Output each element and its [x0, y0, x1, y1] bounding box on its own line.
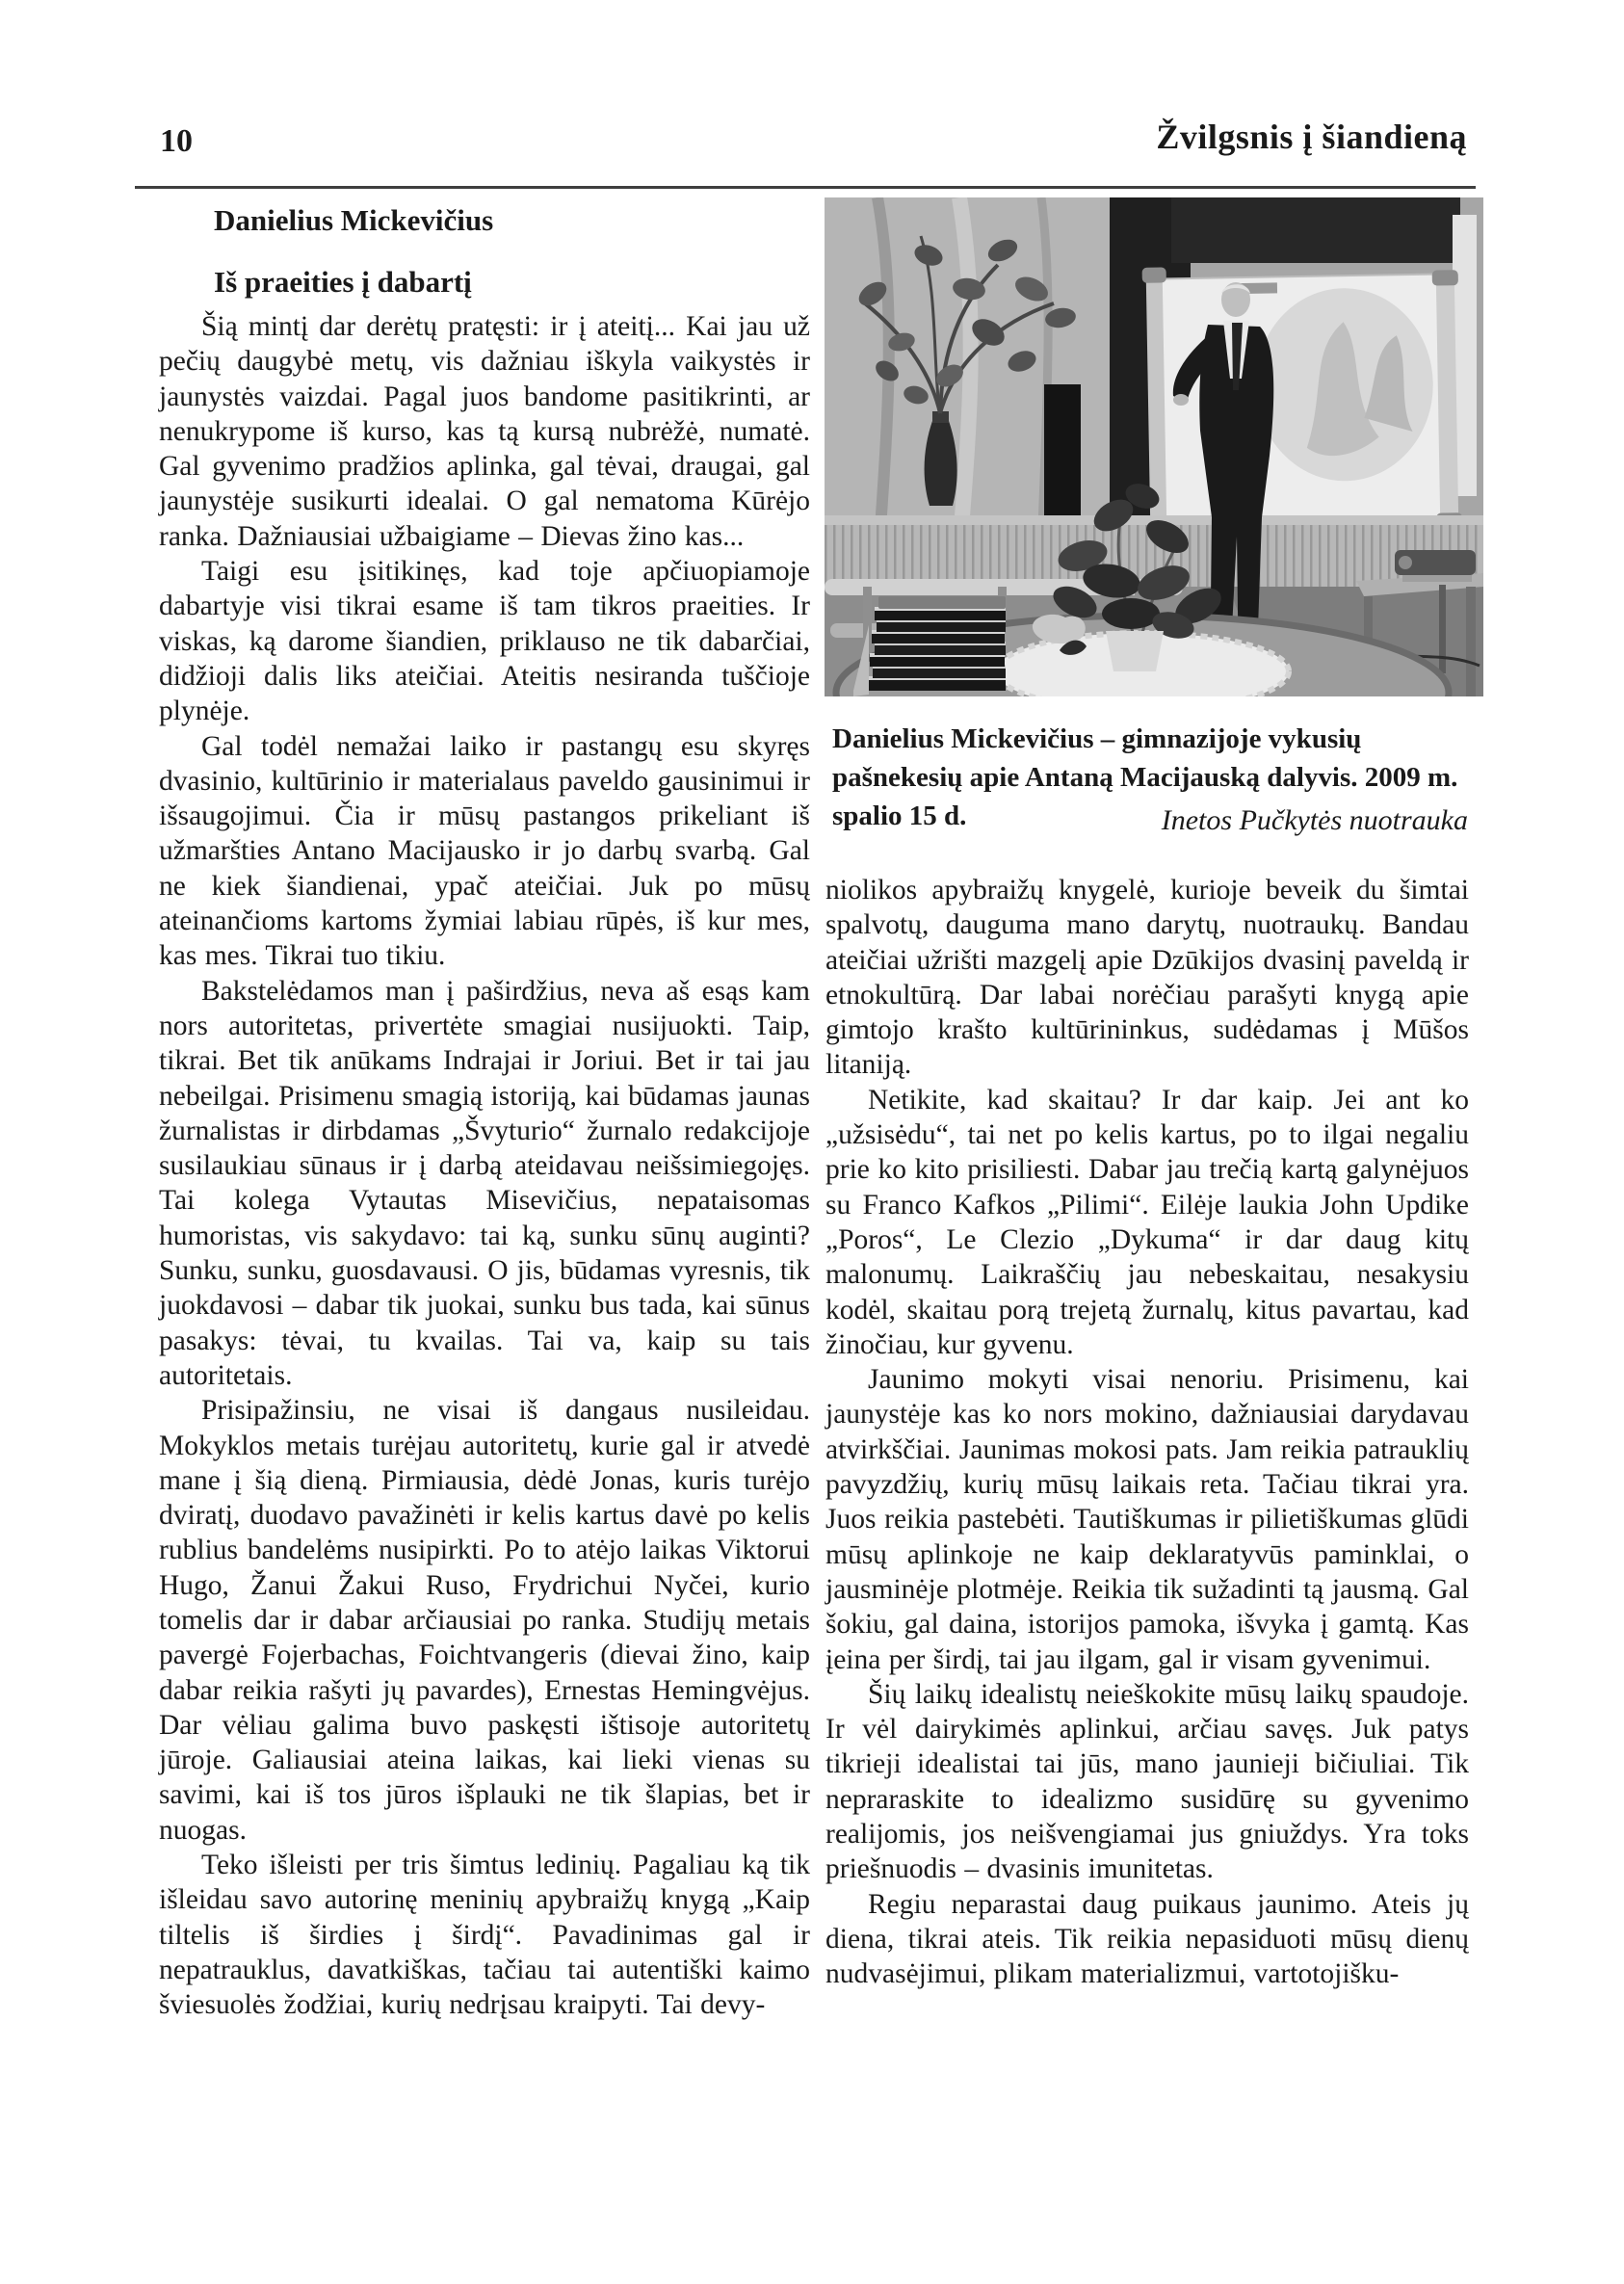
paragraph: Regiu neparastai daug puikaus jaunimo. Ateis jų diena, tikrai ateis. Tik reikia nepasiduoti mūsų dienų nudvasėjimui, plikam materializmui, vartotojišku- [825, 1888, 1469, 1990]
paragraph: Netikite, kad skaitau? Ir dar kaip. Jei ant ko „užsisėdu“, tai net po kelis kartus, po to ilgai negaliu prie ko kito prisiliesti. Dabar jau trečią kartą galynėjuos su Franco Kafkos „Pilimi“. Eilėje laukia John Updike „Poros“, Le Clezio „Dykuma“ ir dar daug kitų malonumų. Laikraščių jau nebeskaitau, nesakysiu kodėl, skaitau porą trejetą žurnalų, kitus pavartau, kad žinočiau, kur gyvenu. [825, 1084, 1469, 1360]
paragraph: Prisipažinsiu, ne visai iš dangaus nusileidau. Mokyklos metais turėjau autoritetų, kurie gal ir atvedė mane į šią dieną. Pirmiausia, dėdė Jonas, kuris turėjo dviratį, duodavo pavažinėti ir kelis kartus davė po kelis rublius bandelėms nusipirkti. Po to atėjo laikas Viktorui Hugo, Žanui Žakui Ruso, Frydrichui Nyčei, kurio tomelis dar ir dabar arčiausiai po ranka. Studijų metais pavergė Fojerbachas, Foichtvangeris (dievai žino, kaip dabar reikia rašyti jų pavardes), Ernestas Hemingvėjus. Dar vėliau galima buvo paskęsti ištisoje autoritetų jūroje. Galiausiai ateina laikas, kai lieki vienas su savimi, kai iš tos jūros išplauki ne tik šlapias, bet ir nuogas. [159, 1395, 810, 1846]
photo-caption: Danielius Mickevičius – gimnazijoje vykusių pašnekesių apie Antaną Macijauską dalyvis. 2009 m. spalio 15 d. [832, 723, 1458, 831]
paragraph: Šią mintį dar derėtų pratęsti: ir į ateitį... Kai jau už pečių daugybė metų, vis dažniau iškyla vaikystės ir jaunystės vaizdai. Pagal juos bandome pasitikrinti, ar nenukrypome iš kurso, kas tą kursą nubrėžė, numatė. Gal gyvenimo pradžios aplinka, gal tėvai, draugai, gal jaunystėje susikurti idealai. O gal nematoma Kūrėjo ranka. Dažniausiai užbaigiame – Dievas žino kas... [159, 311, 810, 552]
paragraph: Jaunimo mokyti visai nenoriu. Prisimenu, kai jaunystėje kas ko nors mokino, dažniausiai darydavau atvirkščiai. Jaunimas mokosi pats. Jam reikia patrauklių pavyzdžių, kurių mūsų laikais reta. Tačiau tikrai yra. Juos reikia pastebėti. Tautiškumas ir pilietiškumas glūdi mūsų aplinkoje ne kaip deklaratyvūs paminklai, o jausminėje plotmėje. Reikia tik sužadinti tą jausmą. Gal šokiu, gal daina, istorijos pamoka, išvyka į gamtą. Kas įeina per širdį, tai jau ilgam, gal ir visam gyvenimui. [825, 1364, 1469, 1675]
header-rule [135, 186, 1476, 189]
paragraph: niolikos apybraižų knygelė, kurioje beveik du šimtai spalvotų, dauguma mano darytų, nuotraukų. Bandau ateičiai užrišti mazgelį apie Dzūkijos dvasinį paveldą ir etnokultūrą. Dar labai norėčiau parašyti knygą apie gimtojo krašto kultūrininkus, sudėdamas į Mūšos litaniją. [825, 875, 1469, 1081]
left-column [159, 309, 810, 2023]
paragraph: Gal todėl nemažai laiko ir pastangų esu skyręs dvasinio, kultūrinio ir materialaus paveldo gausinimui ir išsaugojimui. Čia ir mūsų pastangos prikeliant iš užmaršties Antano Macijausko ir jo darbų svarbą. Gal ne kiek šiandienai, ypač ateičiai. Juk po mūsų ateinančioms kartoms žymiai labiau rūpės, iš kur mes, kas mes. Tikrai tuo tikiu. [159, 730, 810, 972]
paragraph: Teko išleisti per tris šimtus ledinių. Pagaliau ką tik išleidau savo autorinę meninių apybraižų knygą „Kaip tiltelis iš širdies į širdį“. Pavadinimas gal ir nepatrauklus, davatkiškas, tačiau tai autentiški kaimo šviesuolės žodžiai, kurių nedrįsau kraipyti. Tai devy- [159, 1850, 810, 2021]
event-photo [825, 197, 1483, 696]
right-column [825, 873, 1469, 1992]
article-title: Iš praeities į dabartį [214, 265, 472, 299]
paragraph: Taigi esu įsitikinęs, kad toje apčiuopiamoje dabartyje visi tikrai esame iš tam tikros praeities. Ir viskas, ką darome šiandien, priklauso ne tik dabarčiai, didžioji dalis liks ateičiai. Ateitis nesiranda tuščioje plynėje. [159, 556, 810, 727]
page-number: 10 [160, 123, 193, 159]
paragraph: Šių laikų idealistų neieškokite mūsų laikų spaudoje. Ir vėl dairykimės aplinkui, arčiau savęs. Juk patys tikrieji idealistai tai jūs, mano jaunieji bičiuliai. Tik nepraraskite to idealizmo susidūrę su gyvenimo realijomis, jos neišvengiamai jus gniuždys. Yra toks priešnuodis – dvasinis imunitetas. [825, 1678, 1469, 1885]
event-photo-illustration [825, 197, 1483, 696]
running-title: Žvilgsnis į šiandieną [1156, 118, 1467, 156]
article-author: Danielius Mickevičius [214, 203, 494, 237]
paragraph: Bakstelėdamos man į paširdžius, neva aš esąs kam nors autoritetas, privertėte smagiai nusijuokti. Taip, tikrai. Bet tik anūkams Indrajai ir Joriui. Bet ir tai jau nebeilgai. Prisimenu smagią istoriją, kai būdamas jaunas žurnalistas ir dirbdamas „Švyturio“ žurnalo redakcijoje susilaukiau sūnaus ir į darbą ateidavau neišsimiegojęs. Tai kolega Vytautas Misevičius, nepataisomas humoristas, vis sakydavo: tai ką, sunku sūnų auginti? Sunku, sunku, guosdavausi. O jis, būdamas vyresnis, tik juokdavosi – dabar tik juokai, sunku bus tada, kai sūnus pasakys: tėvai, tu kvailas. Tai va, kaip su tais autoritetais. [159, 975, 810, 1391]
photo-credit: Inetos Pučkytės nuotrauka [1161, 804, 1468, 836]
